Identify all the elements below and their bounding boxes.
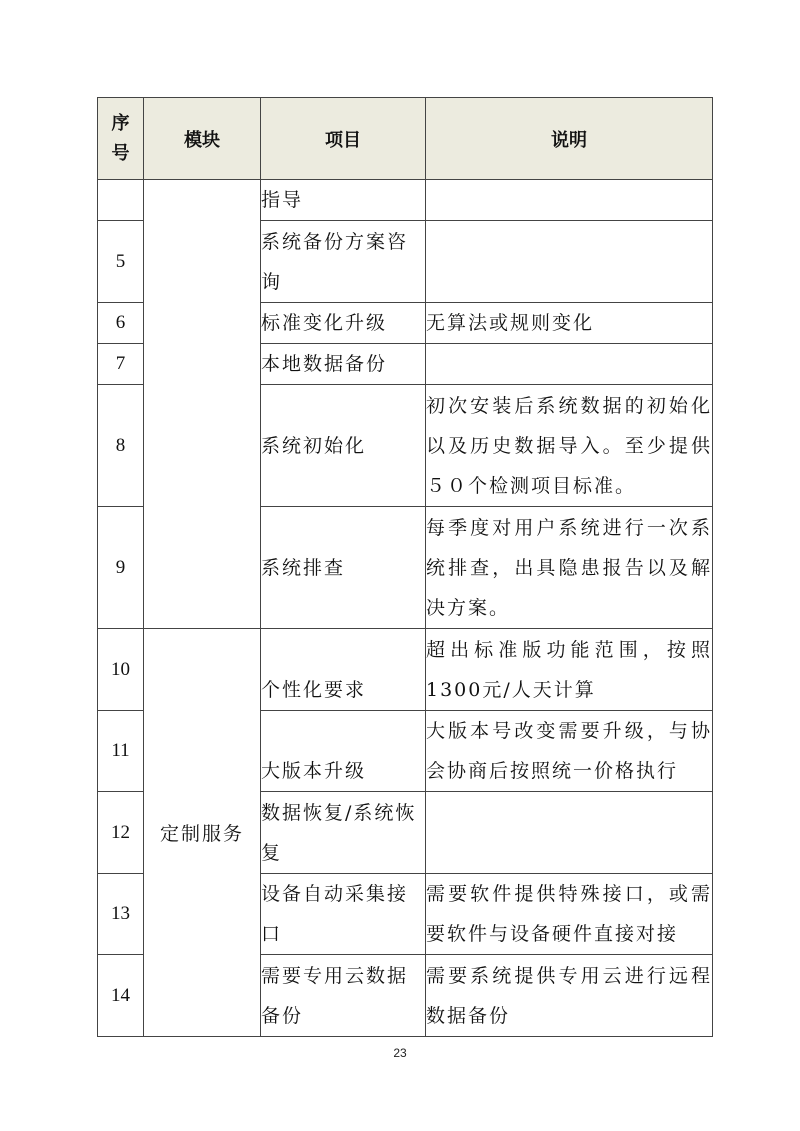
row-item: 系统初始化 [261,385,426,507]
row-desc: 初次安装后系统数据的初始化以及历史数据导入。至少提供５０个检测项目标准。 [426,385,713,507]
row-desc: 超出标准版功能范围，按照1300元/人天计算 [426,629,713,711]
row-seq: 7 [98,344,144,385]
row-item: 本地数据备份 [261,344,426,385]
module-cell: 定制服务 [144,629,261,1037]
row-seq [98,180,144,221]
row-seq: 11 [98,711,144,792]
row-seq: 13 [98,874,144,955]
row-item: 需要专用云数据备份 [261,955,426,1037]
row-desc [426,344,713,385]
row-desc: 无算法或规则变化 [426,303,713,344]
row-desc [426,180,713,221]
row-item: 大版本升级 [261,711,426,792]
table-row [98,629,713,711]
row-desc: 需要系统提供专用云进行远程数据备份 [426,955,713,1037]
row-item: 数据恢复/系统恢复 [261,792,426,874]
service-table [97,97,713,1037]
header-seq: 序 号 [98,98,144,180]
row-desc [426,221,713,303]
table-row [98,180,713,221]
header-module: 模块 [144,98,261,180]
module-cell-empty [144,180,261,629]
row-seq: 6 [98,303,144,344]
row-desc [426,792,713,874]
row-seq: 10 [98,629,144,711]
header-row [98,98,713,180]
row-desc: 大版本号改变需要升级，与协会协商后按照统一价格执行 [426,711,713,792]
row-item: 设备自动采集接口 [261,874,426,955]
row-desc: 需要软件提供特殊接口，或需要软件与设备硬件直接对接 [426,874,713,955]
row-item: 系统排查 [261,507,426,629]
header-item: 项目 [261,98,426,180]
row-item: 系统备份方案咨询 [261,221,426,303]
row-item: 标准变化升级 [261,303,426,344]
row-seq: 14 [98,955,144,1037]
row-seq: 5 [98,221,144,303]
row-desc: 每季度对用户系统进行一次系统排查，出具隐患报告以及解决方案。 [426,507,713,629]
row-item: 个性化要求 [261,629,426,711]
page-number: 23 [393,1046,407,1060]
header-desc: 说明 [426,98,713,180]
row-item: 指导 [261,180,426,221]
row-seq: 12 [98,792,144,874]
row-seq: 9 [98,507,144,629]
row-seq: 8 [98,385,144,507]
